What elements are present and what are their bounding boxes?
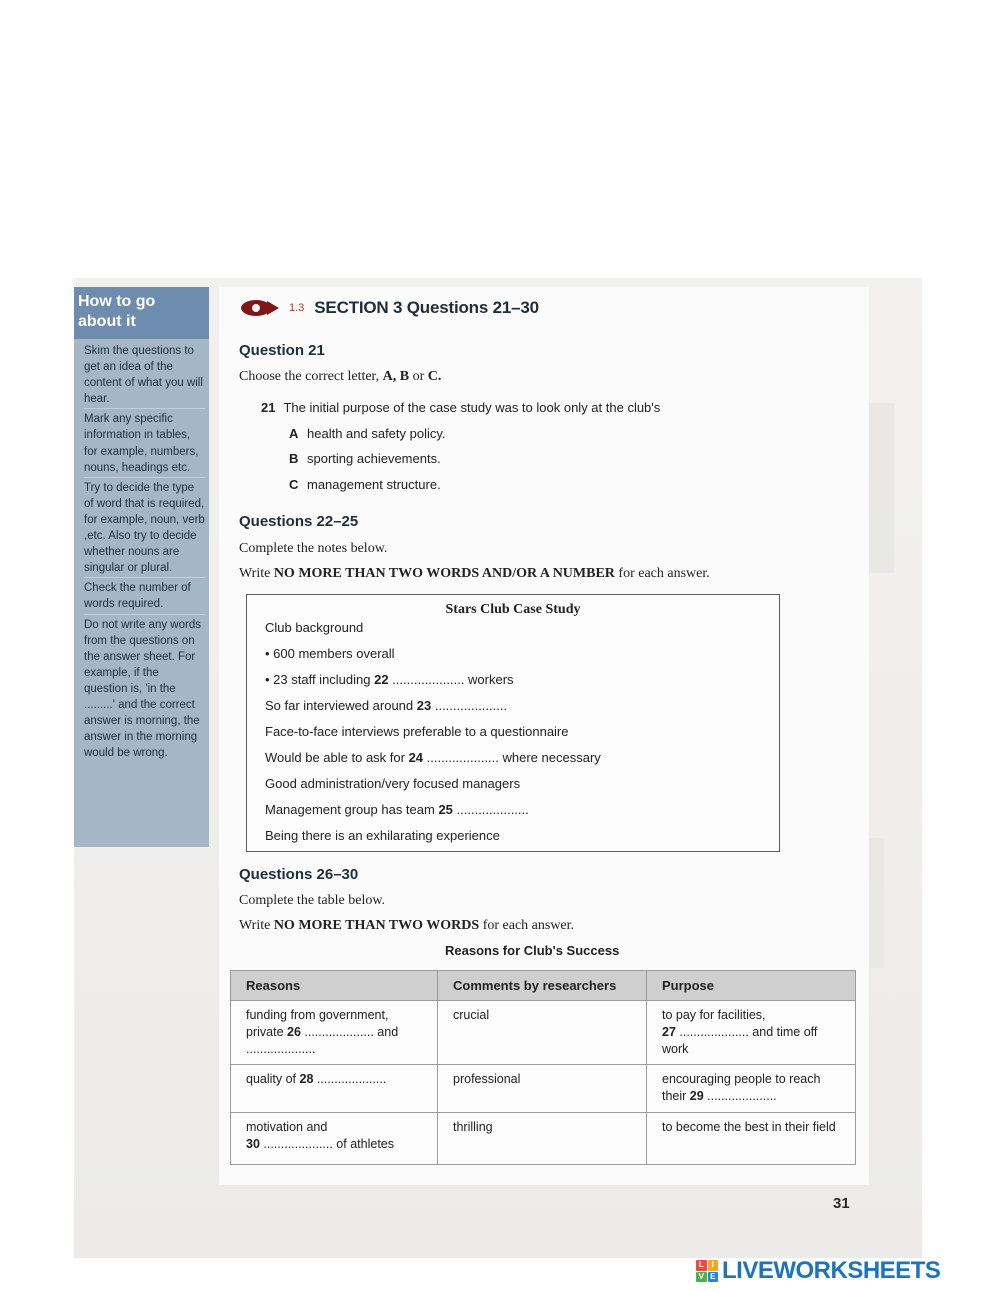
liveworksheets-logo[interactable] xyxy=(696,1257,940,1285)
questions-22-25-instruction-1: Complete the notes below. xyxy=(239,541,388,556)
answer-blank-24[interactable]: .................... where necessary xyxy=(423,750,601,765)
question-21-instruction: Choose the correct letter, A, B or C. xyxy=(239,369,442,384)
logo-grid-icon xyxy=(696,1260,718,1282)
note-line: Face-to-face interviews preferable to a questionnaire xyxy=(265,724,569,739)
tip-item: Mark any specific information in tables, for example, numbers, nouns, headings etc. xyxy=(84,411,205,477)
comment-cell: professional xyxy=(438,1065,647,1113)
table-row xyxy=(231,1065,856,1113)
note-line: Club background xyxy=(265,620,364,635)
tips-sidebar xyxy=(74,287,209,847)
logo-letter: I xyxy=(708,1260,719,1271)
column-header: Reasons xyxy=(231,971,438,1001)
section-title: SECTION 3 Questions 21–30 xyxy=(314,298,539,317)
comment-cell: crucial xyxy=(438,1001,647,1065)
questions-22-25-heading: Questions 22–25 xyxy=(239,513,359,530)
option-c[interactable]: C management structure. xyxy=(289,476,441,492)
answer-blank-22[interactable]: .................... workers xyxy=(388,672,514,687)
table-row xyxy=(231,1001,856,1065)
question-21-heading: Question 21 xyxy=(239,342,325,359)
audio-cd-icon[interactable] xyxy=(241,298,281,318)
note-line: Good administration/very focused managers xyxy=(265,776,521,791)
table-title: Reasons for Club's Success xyxy=(445,943,620,958)
note-line: Being there is an exhilarating experience xyxy=(265,828,500,843)
purpose-cell: to become the best in their field xyxy=(647,1113,856,1165)
reason-cell: quality of 28 .................... xyxy=(231,1065,438,1113)
table-header-row xyxy=(231,971,856,1001)
note-line-25: Management group has team 25 .................... xyxy=(265,802,529,817)
questions-26-30-instruction-1: Complete the table below. xyxy=(239,893,386,908)
note-line-24: Would be able to ask for 24 .................... where necessary xyxy=(265,750,601,765)
tip-item: Skim the questions to get an idea of the content of what you will hear. xyxy=(84,343,205,409)
sidebar-title: How to go about it xyxy=(78,293,156,330)
table-row xyxy=(231,1113,856,1165)
questions-22-25-instruction-2: Write NO MORE THAN TWO WORDS AND/OR A NUMBER for each answer. xyxy=(239,566,710,581)
answer-blank-29[interactable]: .................... xyxy=(703,1089,777,1103)
track-number: 1.3 xyxy=(289,302,305,314)
comment-cell: thrilling xyxy=(438,1113,647,1165)
purpose-cell: to pay for facilities, 27 .................... and time off work xyxy=(647,1001,856,1065)
logo-letter: V xyxy=(696,1272,707,1283)
option-a[interactable]: A health and safety policy. xyxy=(289,425,446,441)
reasons-table xyxy=(230,970,856,1165)
note-line-22: • 23 staff including 22 .................... workers xyxy=(265,672,514,687)
exercise-page xyxy=(219,287,869,1185)
tip-item: Check the number of words required. xyxy=(84,580,205,614)
answer-blank-23[interactable]: .................... xyxy=(431,698,508,713)
questions-26-30-instruction-2: Write NO MORE THAN TWO WORDS for each answer. xyxy=(239,918,575,933)
purpose-cell: encouraging people to reach their 29 .................... xyxy=(647,1065,856,1113)
column-header: Comments by researchers xyxy=(438,971,647,1001)
answer-blank-28[interactable]: .................... xyxy=(313,1072,387,1086)
tip-item: Try to decide the type of word that is required, for example, noun, verb ,etc. Also try to decide whether nouns are singular or plural. xyxy=(84,480,205,579)
question-21-stem: 21 The initial purpose of the case study was to look only at the club's xyxy=(261,400,661,415)
note-line-23: So far interviewed around 23 .................... xyxy=(265,698,508,713)
logo-text: LIVEWORKSHEETS xyxy=(722,1257,941,1284)
notes-title: Stars Club Case Study xyxy=(445,602,581,617)
answer-blank-26[interactable]: .................... and .................... xyxy=(246,1025,399,1056)
questions-26-30-heading: Questions 26–30 xyxy=(239,866,359,883)
answer-blank-27[interactable]: .................... and time off work xyxy=(662,1025,818,1056)
column-header: Purpose xyxy=(647,971,856,1001)
tips-list xyxy=(74,339,209,762)
notes-box xyxy=(246,594,780,852)
option-b[interactable]: B sporting achievements. xyxy=(289,451,441,466)
tip-item: Do not write any words from the questions on the answer sheet. For example, if the question is, 'in the .........' and the correct answer is morning, the answer in the morning would be wrong. xyxy=(84,618,201,760)
page-number: 31 xyxy=(833,1195,850,1212)
question-21 xyxy=(261,395,660,497)
answer-blank-25[interactable]: .................... xyxy=(452,802,529,817)
sidebar-header xyxy=(74,287,209,339)
logo-letter: L xyxy=(696,1260,707,1271)
reason-cell: motivation and 30 .................... of athletes xyxy=(231,1113,438,1165)
logo-letter: E xyxy=(708,1272,719,1283)
section-header xyxy=(241,296,539,320)
answer-blank-30[interactable]: .................... of athletes xyxy=(259,1137,394,1151)
note-line: • 600 members overall xyxy=(265,646,395,661)
reason-cell: funding from government, private 26 .................... and .................... xyxy=(231,1001,438,1065)
